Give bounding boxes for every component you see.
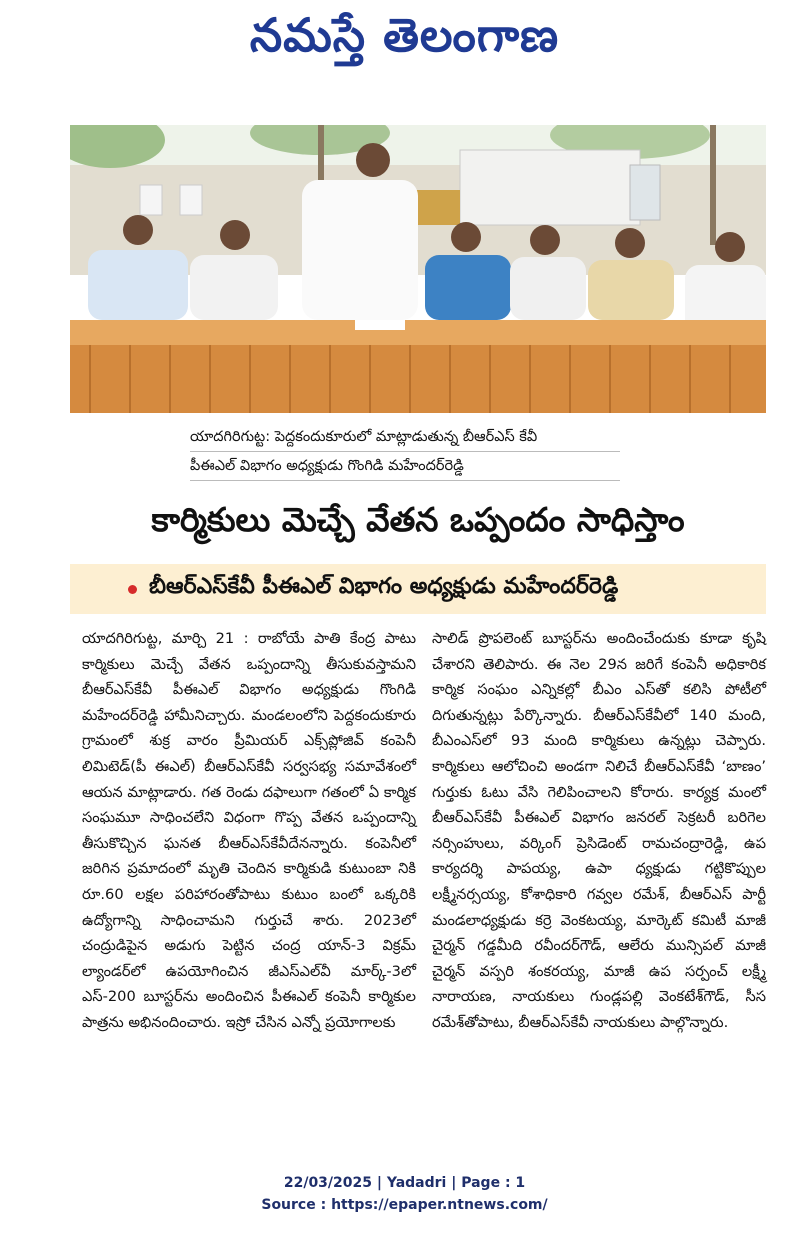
article-body-left: యాదగిరిగుట్ట, మార్చి 21 : రాబోయే పాతి కేంద్ర పాటు కార్మికులు మెచ్చే వేతన ఒప్పందాన్ని తీసుకువస్తామని బీఆర్‌ఎస్‌కేవీ పీఈఎల్ విభాగం అధ్యక్షుడు గొంగిడి మహేందర్‌రెడ్డి హామీనిచ్చారు. మండలంలోని పెద్దకందుకూరు గ్రామంలో శుక్ర వారం ప్రీమియర్ ఎక్స్‌ప్లోజివ్ కంపెనీ లిమిటెడ్(పీ ఈఎల్) బీఆర్‌ఎస్‌కేవీ సర్వసభ్య సమావేశంలో ఆయన మాట్లాడారు. గత రెండు దఫాలుగా గతంలో ఏ కార్మిక సంఘమూ సాధించలేని విధంగా గొప్ప వేతన ఒప్పందాన్ని తీసుకొచ్చిన ఘనత బీఆర్‌ఎస్‌కేవీదేనన్నారు. కంపెనీలో జరిగిన ప్రమాదంలో మృతి చెందిన కార్మికుడి కుటుంబా నికి రూ.60 లక్షల పరిహారంతోపాటు కుటుం బంలో ఒక్కరికి ఉద్యోగాన్ని సాధించామని గుర్తుచే శారు. 2023లో చంద్రుడిపైన అడుగు పెట్టిన చంద్ర యాన్-3 విక్రమ్ ల్యాండర్‌లో ఉపయోగించిన జీఎస్‌ఎల్‌వీ మార్క్-3లో ఎస్-200 బూస్టర్‌ను అందించిన పీఈఎల్ కంపెనీ కార్మికుల పాత్రను అభినందించారు. ఇస్రో చేసిన ఎన్నో ప్రయోగాలకు bbox=[82, 630, 416, 1031]
masthead-title: నమస్తే తెలంగాణ bbox=[249, 8, 560, 62]
article-subheadline: బీఆర్‌ఎస్‌కేవీ పీఈఎల్ విభాగం అధ్యక్షుడు మహేందర్‌రెడ్డి bbox=[149, 574, 619, 599]
article-body-right: సాలిడ్ ప్రొపలెంట్ బూస్టర్‌ను అందించేందుకు కూడా కృషి చేశారని తెలిపారు. ఈ నెల 29న జరిగే కంపెనీ అధికారిక కార్మిక సంఘం ఎన్నికల్లో బీఎం ఎస్‌తో కలిసి పోటీలో దిగుతున్నట్లు పేర్కొన్నారు. బీఆర్‌ఎస్‌కేవీలో 140 మంది, బీఎంఎస్‌లో 93 మంది కార్మికులు ఉన్నట్లు చెప్పారు. కార్మికులు ఆలోచించి అండగా నిలిచే బీఆర్‌ఎస్‌కేవీ ‘బాణం’ గుర్తుకు ఓటు వేసి గెలిపించాలని కోరారు. కార్యక్ర మంలో బీఆర్‌ఎస్‌కేవీ పీఈఎల్ విభాగం జనరల్ సెక్రటరీ బరిగెల నర్సింహులు, వర్కింగ్ ప్రెసిడెంట్ రామచంద్రారెడ్డి, ఉప కార్యదర్శి పాపయ్య, ఉపా ధ్యక్షుడు గట్టికొప్పుల లక్ష్మీనర్సయ్య, కోశాధికారి గవ్వల రమేశ్, బీఆర్‌ఎస్ పార్టీ మండలాధ్యక్షుడు కర్రె వెంకటయ్య, మార్కెట్ కమిటీ మాజీ చైర్మన్ గడ్డమీది రవీందర్‌గౌడ్, ఆలేరు మున్సిపల్ మాజీ చైర్మన్ వస్పరి శంకరయ్య, మాజీ ఉప సర్పంచ్ లక్ష్మీ నారాయణ, నాయకులు గుండ్లపల్లి వెంకటేశ్‌గౌడ్, సీస రమేశ్‌తోపాటు, బీఆర్‌ఎస్‌కేవీ నాయకులు పాల్గొన్నారు. bbox=[432, 630, 766, 1031]
caption-line-1: యాదగిరిగుట్ట: పెద్దకందుకూరులో మాట్లాడుతున్న బీఆర్‌ఎస్ కేవీ bbox=[190, 423, 620, 452]
photo-caption bbox=[190, 423, 620, 481]
article-headline: కార్మికులు మెచ్చే వేతన ఒప్పందం సాధిస్తాం bbox=[151, 500, 685, 539]
article-subheadline-box bbox=[70, 564, 766, 614]
bullet-icon bbox=[128, 585, 137, 594]
article-column-right bbox=[432, 626, 766, 1036]
news-photo bbox=[70, 125, 766, 413]
article-column-left bbox=[82, 626, 416, 1036]
caption-line-2: పీఈఎల్ విభాగం అధ్యక్షుడు గొంగిడి మహేందర్‌రెడ్డి bbox=[190, 452, 620, 481]
footer-source-link[interactable]: Source : https://epaper.ntnews.com/ bbox=[261, 1197, 548, 1213]
footer-date-edition: 22/03/2025 | Yadadri | Page : 1 bbox=[283, 1175, 526, 1191]
